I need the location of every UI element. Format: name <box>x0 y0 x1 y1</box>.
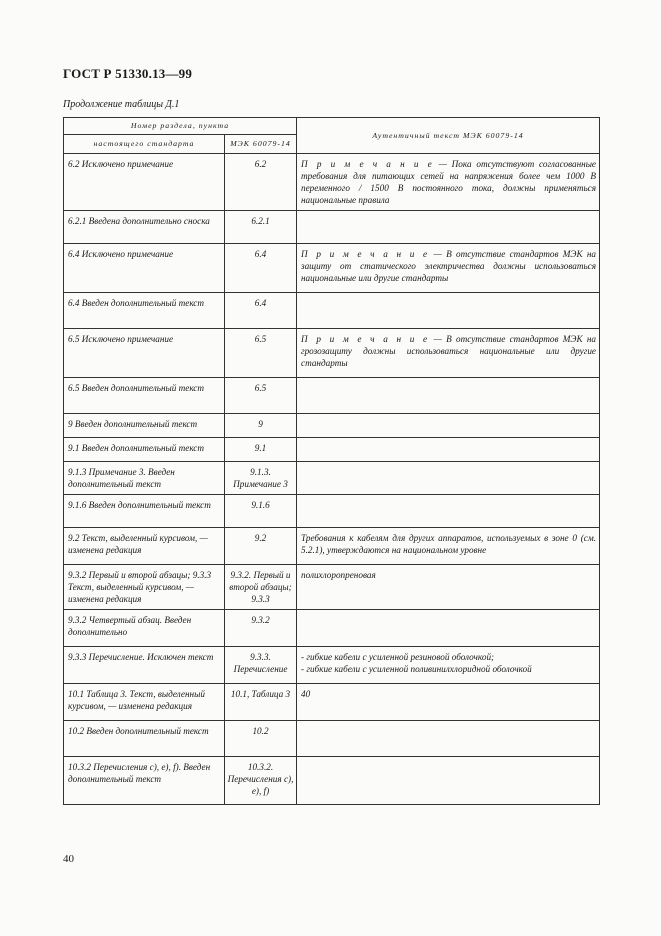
table-row <box>64 684 600 721</box>
cell-iec-clause: 10.2 <box>225 721 297 757</box>
cell-iec-clause: 6.2 <box>225 154 297 211</box>
table-row <box>64 610 600 647</box>
cell-authentic-text <box>297 528 600 565</box>
cell-iec-clause: 9.3.2 <box>225 610 297 647</box>
cell-this-standard: 10.2 Введен дополнительный текст <box>64 721 225 757</box>
table-row <box>64 647 600 684</box>
authentic-text: - гибкие кабели с усиленной резиновой оболочкой; - гибкие кабели с усиленной поливинилхлоридной оболочкой <box>301 652 532 674</box>
cell-iec-clause: 6.2.1 <box>225 211 297 244</box>
table-row <box>64 154 600 211</box>
cell-this-standard: 6.4 Введен дополнительный текст <box>64 293 225 329</box>
cell-this-standard: 6.4 Исключено примечание <box>64 244 225 293</box>
authentic-text: Требования к кабелям для других аппаратов, используемых в зоне 0 (см. 5.2.1), утверждаются на национальном уровне <box>301 533 596 555</box>
table-row <box>64 721 600 757</box>
cell-authentic-text <box>297 684 600 721</box>
cell-iec-clause: 6.5 <box>225 378 297 414</box>
cell-authentic-text <box>297 495 600 528</box>
cell-this-standard: 10.1 Таблица 3. Текст, выделенный курсивом, — изменена редакция <box>64 684 225 721</box>
cell-authentic-text <box>297 438 600 462</box>
cell-authentic-text <box>297 565 600 610</box>
authentic-text: — В отсутствие стандартов МЭК на защиту от статического электричества должны использоваться национальные или другие стандарты <box>301 249 596 283</box>
cell-iec-clause: 9.3.2. Первый и второй абзацы; 9.3.3 <box>225 565 297 610</box>
cell-this-standard: 9 Введен дополнительный текст <box>64 414 225 438</box>
cell-authentic-text <box>297 244 600 293</box>
table-row <box>64 414 600 438</box>
cell-iec-clause: 6.4 <box>225 244 297 293</box>
header-group-label: Номер раздела, пункта <box>64 118 297 135</box>
cell-iec-clause: 9.2 <box>225 528 297 565</box>
table-body <box>64 154 600 805</box>
table-row <box>64 244 600 293</box>
cell-this-standard: 9.3.3 Перечисление. Исключен текст <box>64 647 225 684</box>
cell-iec-clause: 9.1.6 <box>225 495 297 528</box>
table-row <box>64 211 600 244</box>
cell-authentic-text <box>297 154 600 211</box>
table-row <box>64 462 600 495</box>
cell-this-standard: 9.3.2 Первый и второй абзацы; 9.3.3 Текст, выделенный курсивом, — изменена редакция <box>64 565 225 610</box>
cell-iec-clause: 9 <box>225 414 297 438</box>
correspondence-table <box>63 117 600 805</box>
cell-this-standard: 9.1.3 Примечание 3. Введен дополнительный текст <box>64 462 225 495</box>
cell-iec-clause: 10.3.2. Перечисления с), е), f) <box>225 757 297 805</box>
table-row <box>64 329 600 378</box>
header-authentic-text: Аутентичный текст МЭК 60079-14 <box>297 118 600 154</box>
page-number: 40 <box>63 853 74 865</box>
table-header-row <box>64 118 600 135</box>
note-lead: П р и м е ч а н и е <box>301 159 434 169</box>
table-row <box>64 438 600 462</box>
cell-iec-clause: 10.1, Таблица 3 <box>225 684 297 721</box>
cell-authentic-text <box>297 293 600 329</box>
authentic-text: полихлоропреновая <box>301 570 376 580</box>
note-lead: П р и м е ч а н и е <box>301 334 430 344</box>
table-row <box>64 378 600 414</box>
cell-this-standard: 10.3.2 Перечисления с), е), f). Введен дополнительный текст <box>64 757 225 805</box>
cell-authentic-text <box>297 329 600 378</box>
cell-this-standard: 9.1 Введен дополнительный текст <box>64 438 225 462</box>
cell-iec-clause: 9.1.3. Примечание 3 <box>225 462 297 495</box>
cell-this-standard: 9.3.2 Четвертый абзац. Введен дополнительно <box>64 610 225 647</box>
cell-authentic-text <box>297 462 600 495</box>
cell-this-standard: 6.5 Введен дополнительный текст <box>64 378 225 414</box>
cell-authentic-text <box>297 414 600 438</box>
authentic-text: 40 <box>301 689 311 699</box>
table-row <box>64 565 600 610</box>
header-this-standard: настоящего стандарта <box>64 135 225 154</box>
table-caption: Продолжение таблицы Д.1 <box>63 99 180 110</box>
cell-iec-clause: 9.3.3. Перечисление <box>225 647 297 684</box>
cell-this-standard: 6.2 Исключено примечание <box>64 154 225 211</box>
cell-authentic-text <box>297 757 600 805</box>
cell-this-standard: 6.5 Исключено примечание <box>64 329 225 378</box>
document-title: ГОСТ Р 51330.13—99 <box>63 66 193 81</box>
table-row <box>64 293 600 329</box>
cell-this-standard: 9.2 Текст, выделенный курсивом, — изменена редакция <box>64 528 225 565</box>
note-lead: П р и м е ч а н и е <box>301 249 430 259</box>
cell-authentic-text <box>297 378 600 414</box>
table-row <box>64 757 600 805</box>
cell-this-standard: 6.2.1 Введена дополнительно сноска <box>64 211 225 244</box>
cell-authentic-text <box>297 211 600 244</box>
cell-this-standard: 9.1.6 Введен дополнительный текст <box>64 495 225 528</box>
cell-iec-clause: 6.4 <box>225 293 297 329</box>
cell-authentic-text <box>297 610 600 647</box>
header-iec-standard: МЭК 60079-14 <box>225 135 297 154</box>
cell-authentic-text <box>297 721 600 757</box>
cell-authentic-text <box>297 647 600 684</box>
authentic-text: — Пока отсутствуют согласованные требования для питающих сетей на напряжения более чем 1000 В переменного / 1500 В постоянного тока, должны применяться национальные правила <box>301 159 596 205</box>
cell-iec-clause: 6.5 <box>225 329 297 378</box>
authentic-text: — В отсутствие стандартов МЭК на грозозащиту должны использоваться национальные или другие стандарты <box>301 334 596 368</box>
cell-iec-clause: 9.1 <box>225 438 297 462</box>
table-row <box>64 495 600 528</box>
table-row <box>64 528 600 565</box>
